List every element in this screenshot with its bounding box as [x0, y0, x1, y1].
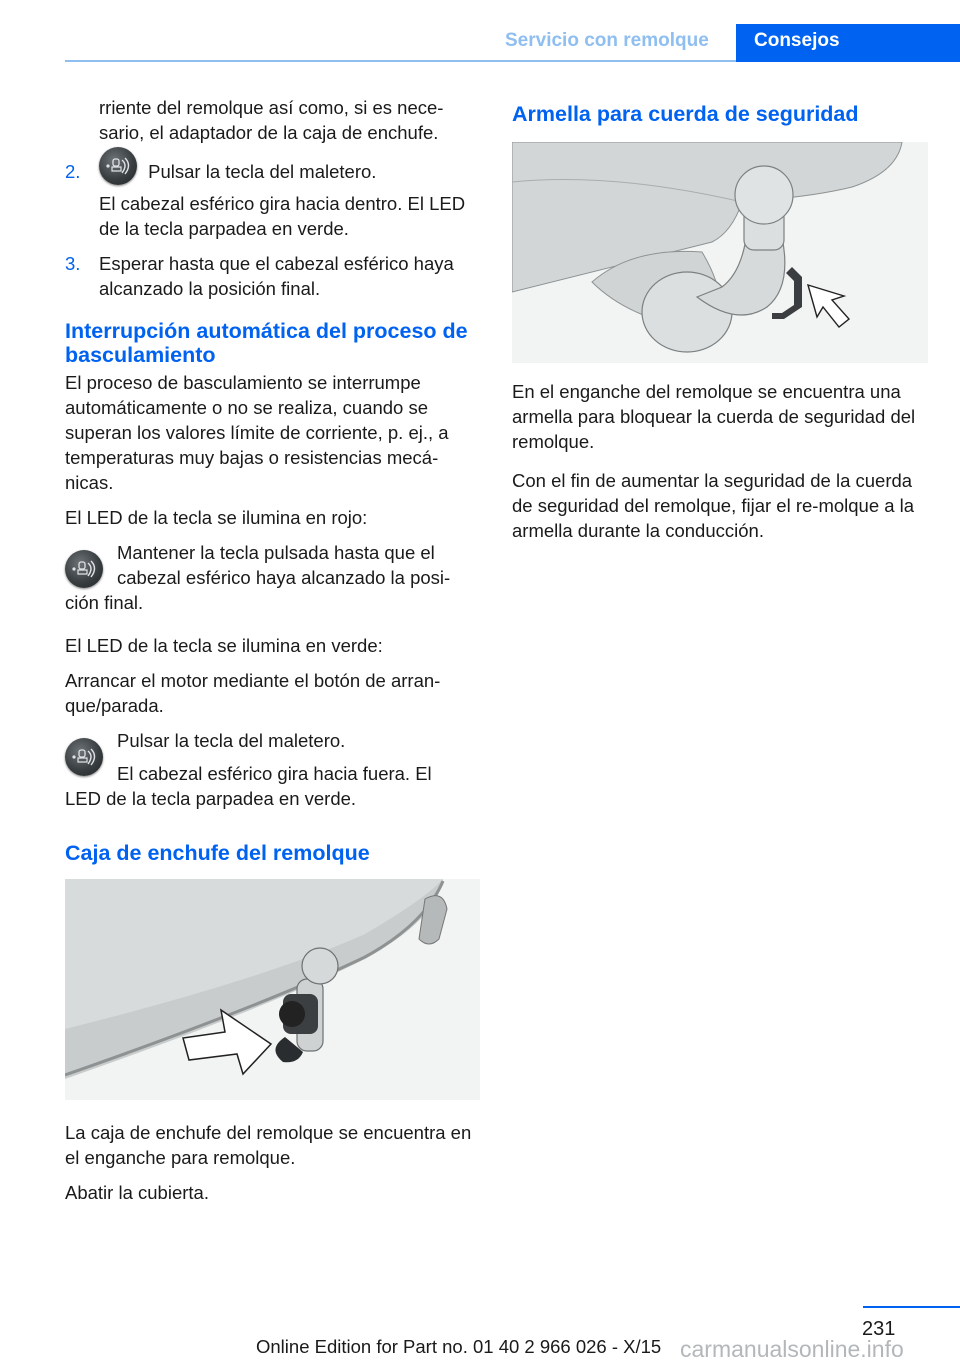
- red-led-label: El LED de la tecla se ilumina en rojo:: [65, 507, 368, 529]
- green-led-result-text: El cabezal esférico gira hacia fuera. El: [117, 763, 432, 785]
- step-text: Pulsar la tecla del maletero.: [148, 161, 377, 182]
- header-rule: [65, 60, 736, 62]
- page-number: 231: [862, 1318, 896, 1340]
- step-number: 2.: [65, 161, 81, 182]
- green-led-instruction: [65, 728, 480, 811]
- section-heading-interrupt: Interrupción automática del proceso de basculamiento: [65, 319, 468, 368]
- footer-rule: [863, 1306, 960, 1308]
- socket-body-1: La caja de enchufe del remolque se encuentra en el enganche para remolque.: [65, 1122, 472, 1169]
- green-led-press-text: Pulsar la tecla del maletero.: [117, 730, 346, 752]
- section-heading-eyelet: Armella para cuerda de seguridad: [512, 102, 859, 126]
- green-led-label: El LED de la tecla se ilumina en verde:: [65, 635, 383, 657]
- red-led-instruction: [65, 540, 480, 615]
- step-number: 3.: [65, 253, 81, 275]
- socket-body-2: Abatir la cubierta.: [65, 1182, 209, 1204]
- eyelet-body-2: Con el fin de aumentar la seguridad de la cuerda de seguridad del remolque, fijar el re-molque a la armella durante la conducción.: [512, 470, 915, 541]
- header-chapter-tab: [736, 24, 960, 62]
- step-3: [65, 251, 480, 301]
- edition-note: Online Edition for Part no. 01 40 2 966 026 - X/15: [256, 1336, 662, 1357]
- green-led-start-engine: Arrancar el motor mediante el botón de arran-que/parada.: [65, 670, 441, 717]
- step-detail: El cabezal esférico gira hacia dentro. El LED de la tecla parpadea en verde.: [99, 193, 466, 240]
- step-text: Esperar hasta que el cabezal esférico haya alcanzado la posición final.: [99, 253, 454, 300]
- watermark: carmanualsonline.info: [680, 1336, 904, 1362]
- red-led-instruction-tail: ción final.: [65, 592, 144, 614]
- interrupt-body: El proceso de basculamiento se interrumpe automáticamente o no se realiza, cuando se superan los valores límite de corriente, p. ej., a temperaturas muy bajas o resistencias mecá-nicas.: [65, 372, 449, 494]
- continuation-text: rriente del remolque así como, si es nece-sario, el adaptador de la caja de enchufe.: [99, 97, 444, 143]
- header-chapter-label: Consejos: [754, 30, 840, 51]
- red-led-instruction-text: Mantener la tecla pulsada hasta que el cabezal esférico haya alcanzado la posi-: [117, 542, 451, 589]
- left-column: [65, 95, 480, 1215]
- step-2: [65, 159, 480, 241]
- green-led-result-tail: LED de la tecla parpadea en verde.: [65, 788, 357, 810]
- luggage-compartment-button-icon: [65, 550, 103, 588]
- right-column: [512, 102, 932, 553]
- section-heading-socket: Caja de enchufe del remolque: [65, 841, 370, 866]
- safety-rope-eyelet-illustration: [512, 142, 928, 363]
- luggage-compartment-button-icon: [65, 738, 103, 776]
- trailer-socket-illustration: [65, 879, 480, 1100]
- luggage-compartment-button-icon: [99, 147, 137, 185]
- header-section-title: Servicio con remolque: [505, 30, 709, 51]
- eyelet-body-1: En el enganche del remolque se encuentra una armella para bloquear la cuerda de seguridad del remolque.: [512, 381, 916, 452]
